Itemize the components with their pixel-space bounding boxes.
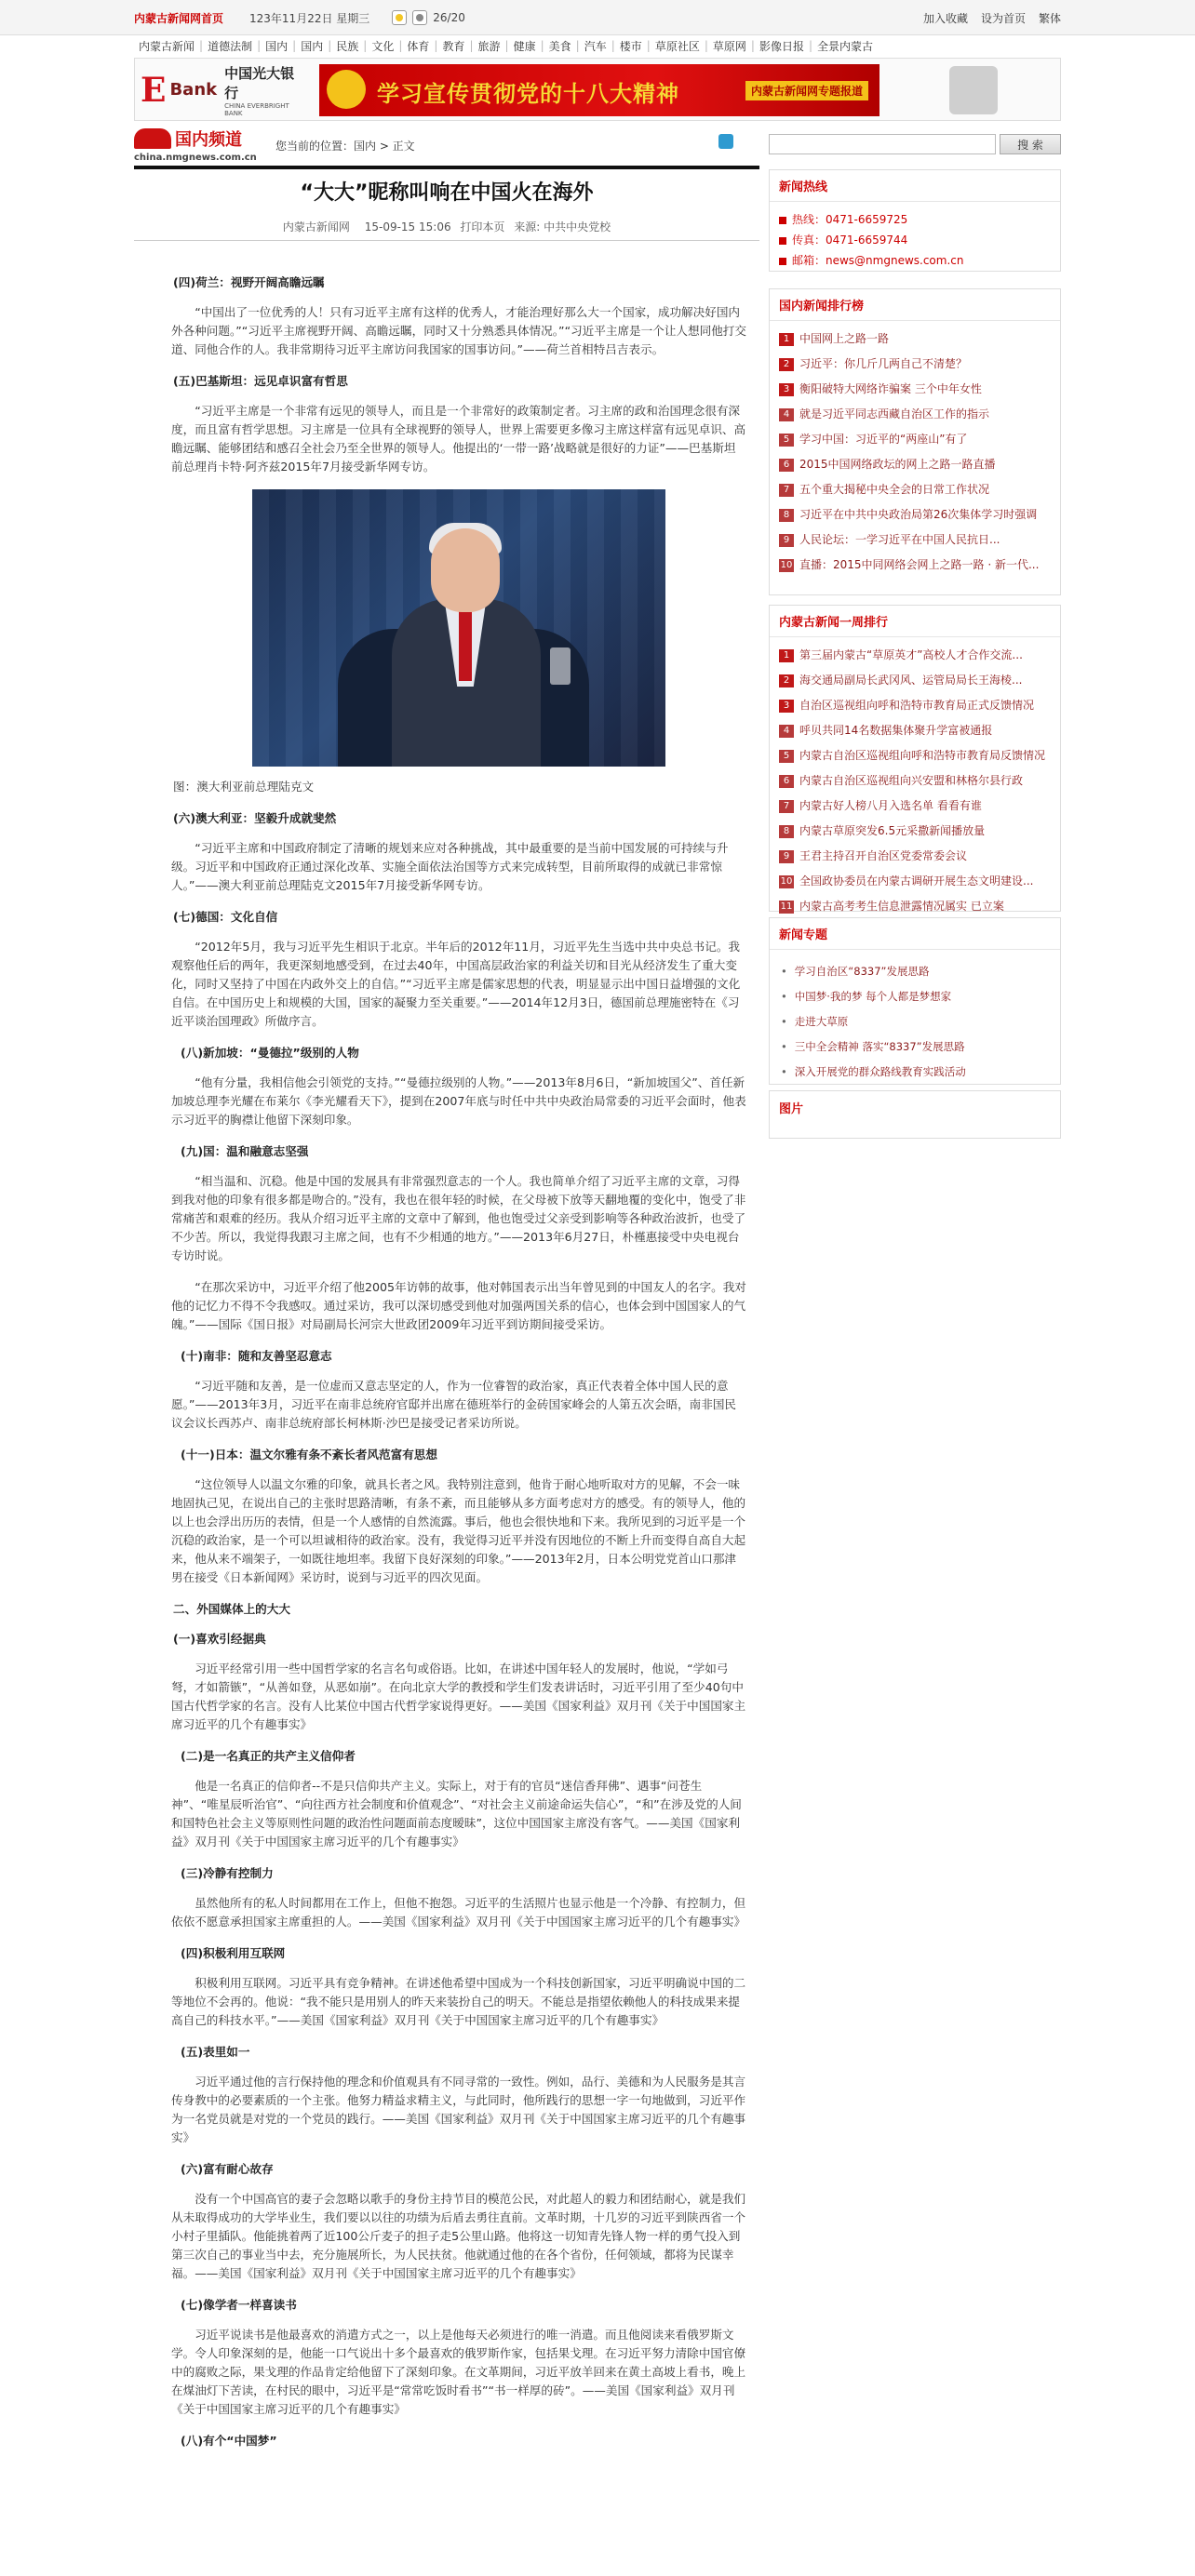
rank-number: 3 (779, 383, 794, 396)
rank-link[interactable]: 学习中国：习近平的“两座山”有了 (799, 433, 968, 446)
weather (392, 10, 465, 25)
rank-item[interactable] (779, 743, 1051, 768)
paragraph: 没有一个中国高官的妻子会忽略以歌手的身份主持节目的模范公民，对此超人的毅力和团结耐心，就是我们从未取得成功的大学毕业生，我们要以以往的功绩为后盾去勇往直前。文革时期，十几岁的习近平到陕西省一个小村子里插队。他能挑着两了近100公斤麦子的担子走5公里山路。他将这一切知青先锋人物一样的勇气投入到第三次自己的事业当中去，充分施展所长，为人民扶贫。他就通过他的在各个省份，任何领域，都将为民谋幸福。——美国《国家利益》双月刊《关于中国国家主席习近平的几个有趣事实》 (171, 2192, 746, 2280)
paragraph: 积极利用互联网。习近平具有竞争精神。在讲述他希望中国成为一个科技创新国家，习近平明确说中国的二等地位不会再的。他说：“我不能只是用别人的昨天来装扮自己的明天。不能总是指望依赖他人的科技成果来提高自己的科技水平。”——美国《国家利益》双月刊《关于中国国家主席习近平的几个有趣事实》 (171, 1976, 746, 2027)
meta-origin: 来源: 中共中央党校 (514, 220, 611, 234)
share-icon[interactable] (718, 134, 733, 149)
contact-title: 新闻热线 (770, 170, 1060, 202)
sun-icon (392, 10, 407, 25)
paragraph: “2012年5月，我与习近平先生相识于北京。半年后的2012年11月，习近平先生当选中共中央总书记。我观察他任后的两年，我更深刻地感受到，在过去40年，中国高层政治家的利益关切和目光从经济发生了重大变化，同时又坚持了中国在内政外交上的自信。”“习近平主席是儒家思想的代表，明显显示出中国日益增强的文化自信。在中国历史上和规模的大国，国家的凝聚力至关重要。”——2014年12月3日，德国前总理施密特在《习近平谈治国理政》所做序言。 (171, 940, 741, 1028)
print-link[interactable]: 打印本页 (460, 220, 505, 234)
rank-item[interactable] (779, 553, 1051, 578)
domestic-rank-title: 国内新闻排行榜 (770, 289, 1060, 321)
nav-item[interactable]: 健康 (513, 39, 536, 53)
nav-separator: | (363, 39, 368, 52)
rank-link[interactable]: 呼贝共同14名数据集体聚升学富被通报 (799, 724, 993, 737)
rank-item[interactable] (779, 894, 1051, 919)
section-heading: 二、外国媒体上的大大 (173, 1602, 290, 1616)
rank-link[interactable]: 全国政协委员在内蒙古调研开展生态文明建设... (799, 874, 1034, 888)
section-heading: (十)南非：随和友善坚忍意志 (181, 1349, 332, 1363)
topics-box (769, 917, 1061, 1085)
divider (134, 240, 759, 241)
rank-item[interactable] (779, 668, 1051, 693)
date-text: 123年11月22日 星期三 (249, 11, 370, 25)
rank-item[interactable] (779, 402, 1051, 427)
rank-link[interactable]: 直播：2015中同网络会网上之路一路 · 新一代... (799, 558, 1040, 571)
bullet-icon (779, 217, 786, 224)
photo-head (431, 528, 500, 612)
contact-item (779, 230, 1051, 250)
weekly-rank-title: 内蒙古新闻一周排行 (770, 606, 1060, 637)
domestic-rank-box (769, 288, 1061, 595)
section-heading: (十一)日本：温文尔雅有条不紊长者风范富有思想 (181, 1448, 437, 1462)
rank-number: 8 (779, 825, 794, 838)
article-body (171, 274, 746, 2462)
rank-number: 1 (779, 649, 794, 662)
rank-number: 11 (780, 901, 793, 912)
section-heading: (九)国：温和融意志坚强 (181, 1144, 309, 1158)
section-heading: (四)荷兰：视野开阔高瞻远瞩 (173, 275, 325, 289)
rank-item[interactable] (779, 693, 1051, 718)
nav-item[interactable]: 影像日报 (759, 39, 804, 53)
channel-nav (134, 35, 1061, 56)
nav-item[interactable]: 民族 (336, 39, 359, 53)
nav-item[interactable]: 全景内蒙古 (817, 39, 874, 53)
rank-item[interactable] (779, 502, 1051, 527)
rank-number: 9 (779, 850, 794, 863)
rank-link[interactable]: 内蒙古高考考生信息泄露情况属实 已立案 (799, 900, 1004, 913)
contact-text: 传真：0471-6659744 (792, 234, 908, 247)
nav-item[interactable]: 道德法制 (208, 39, 253, 53)
rank-number: 10 (780, 559, 793, 570)
bullet-icon (779, 258, 786, 265)
rank-number: 5 (779, 750, 794, 763)
divider (134, 166, 759, 169)
paragraph: “相当温和、沉稳。他是中国的发展具有非常强烈意志的一个人。我也简单介绍了习近平主席的文章，习得到我对他的印象有很多都是吻合的。”没有，我也在很年轻的时候，在父母被下放等天翻地覆的变化中，饱受了非常痛苦和艰难的经历。我从介绍习近平主席的文章中了解到，他也饱受过父亲受到影响等各种政治波折，也受了不少苦。所以，我觉得我跟习主席之间，也有不少相通的地方。”——2013年6月27日，朴槿惠接受中央电视台专访时说。 (171, 1174, 746, 1262)
nav-item[interactable]: 体育 (407, 39, 430, 53)
section-heading: (八)新加坡：“曼德拉”级别的人物 (181, 1046, 359, 1060)
rank-link[interactable]: 内蒙古好人榜八月入选名单 看看有谁 (799, 799, 982, 812)
nav-item[interactable]: 汽车 (584, 39, 607, 53)
rank-link[interactable]: 自治区巡视组向呼和浩特市教育局正式反馈情况 (799, 699, 1035, 712)
rank-link[interactable]: 内蒙古自治区巡视组向呼和浩特市教育局反馈情况 (799, 749, 1046, 762)
section-heading: (五)表里如一 (181, 2045, 250, 2059)
article-meta (134, 219, 759, 234)
bank-name-en: CHINA EVERBRIGHT BANK (224, 102, 289, 117)
top-bar (0, 0, 1195, 35)
rank-link[interactable]: 人民论坛：一学习近平在中国人民抗日... (799, 533, 1000, 546)
rank-number: 2 (779, 674, 794, 687)
nav-separator: | (704, 39, 708, 52)
logo-mark-icon (134, 128, 171, 149)
rank-number: 6 (779, 459, 794, 472)
nav-item[interactable]: 国内 (265, 39, 289, 53)
nav-separator: | (292, 39, 297, 52)
moon-icon (412, 10, 427, 25)
rank-link[interactable]: 就是习近平同志西藏自治区工作的指示 (799, 407, 990, 420)
section-heading: (七)德国：文化自信 (173, 910, 278, 924)
section-heading: (七)像学者一样喜读书 (181, 2298, 297, 2312)
rank-item[interactable] (779, 869, 1051, 894)
paragraph: “中国出了一位优秀的人！只有习近平主席有这样的优秀人，才能治理好那么大一个国家，成功解决好国内外各种问题。”“习近平主席视野开阔、高瞻远瞩，同时又十分熟悉具体情况。”“习近平主席是一个让人想同他打交道、同他合作的人。我非常期待习近平主席访问我国家的国事访问。”——荷兰首相特吕吉表示。 (171, 305, 746, 356)
paragraph: “他有分量，我相信他会引领党的支持。”“曼德拉级别的人物。”——2013年8月6日，“新加坡国父”、首任新加坡总理李光耀在布莱尔《李光耀看天下》，提到在2007年底与时任中共中央政治局常委的习近平会面时，他表示习近平的胸襟让他留下深刻印象。 (171, 1075, 746, 1127)
rank-item[interactable] (779, 352, 1051, 377)
contact-item (779, 250, 1051, 271)
rank-number: 7 (779, 800, 794, 813)
party-emblem-icon (327, 70, 366, 109)
rank-item[interactable] (779, 477, 1051, 502)
rank-number: 2 (779, 358, 794, 371)
section-heading: (四)积极利用互联网 (181, 1946, 286, 1960)
paragraph: 习近平通过他的言行保持他的理念和价值观具有不同寻常的一致性。例如，品行、美德和为人民服务是其言传身教中的必要素质的一个主张。他努力精益求精主义，与此同时，他所践行的思想一字一句地做到，习近平作为一名党员就是对党的一个党员的践行。——美国《国家利益》双月刊《关于中国国家主席习近平的几个有趣事实》 (171, 2075, 746, 2144)
temperature: 26/20 (433, 11, 465, 24)
topic-link[interactable]: • 三中全会精神 落实“8337”发展思路 (781, 1034, 1049, 1060)
contact-text: 热线：0471-6659725 (792, 213, 908, 226)
channel-logo[interactable] (134, 127, 255, 166)
nav-separator: | (199, 39, 204, 52)
paragraph: 他是一名真正的信仰者--不是只信仰共产主义。实际上，对于有的官员“迷信香拜佛”、遇事“问苍生神”、“唯星辰听治官”、“向往西方社会制度和价值观念”、“对社会主义前途命运失信心”，“和”在涉及党的人间和国特色社会主义等原则性问题的政治性问题面前态度暧昧”，这位中国国家主席没有客气。——美国《国家利益》双月刊《关于中国国家主席习近平的几个有趣事实》 (171, 1779, 742, 1849)
nav-separator: | (808, 39, 812, 52)
search-input[interactable] (769, 134, 996, 154)
nav-separator: | (575, 39, 580, 52)
rank-item[interactable] (779, 794, 1051, 819)
section-heading: (三)冷静有控制力 (181, 1866, 274, 1880)
nav-separator: | (504, 39, 509, 52)
bank-e-letter: E (141, 71, 167, 110)
rank-link[interactable]: 内蒙古草原突发6.5元采撒新闻播放量 (799, 824, 986, 837)
section-heading: (八)有个“中国梦” (181, 2434, 277, 2448)
contact-box (769, 169, 1061, 272)
nav-separator: | (540, 39, 544, 52)
photo-glass (550, 647, 571, 685)
image-box (769, 1090, 1061, 1139)
rank-number: 9 (779, 534, 794, 547)
nav-item[interactable]: 楼市 (619, 39, 642, 53)
rank-number: 10 (780, 875, 793, 887)
nav-item[interactable]: 草原社区 (654, 39, 700, 53)
nav-separator: | (750, 39, 755, 52)
traditional-link[interactable]: 繁体 (1038, 11, 1061, 25)
image-box-title: 图片 (779, 1101, 804, 1116)
ad-banner[interactable] (134, 58, 1061, 121)
rank-link[interactable]: 五个重大揭秘中央全会的日常工作状况 (799, 483, 990, 496)
paragraph: “在那次采访中，习近平介绍了他2005年访韩的故事，他对韩国表示出当年曾见到的中国友人的名字。我对他的记忆力不得不令我感叹。通过采访，我可以深切感受到他对加强两国关系的信心，也体会到中国国家人的气魄。”——国际《国日报》对局副局长河宗大世政团2009年习近平到访期间接受采访。 (171, 1280, 746, 1331)
nav-separator: | (469, 39, 474, 52)
home-link[interactable]: 内蒙古新闻网首页 (134, 11, 224, 25)
section-heading: (六)澳大利亚：坚毅升成就斐然 (173, 811, 337, 825)
rank-link[interactable]: 海交通局副局长武冈风、运管局局长王海棱... (799, 674, 1023, 687)
rank-item[interactable] (779, 768, 1051, 794)
rank-item[interactable] (779, 327, 1051, 352)
paragraph: “习近平随和友善，是一位虚而又意志坚定的人，作为一位睿智的政治家，真正代表着全体中国人民的意愿。”——2013年3月，习近平在南非总统府官邸并出席在德班举行的金砖国家峰会的人第五次会晤，南非国民议会议长西苏卢、南非总统府部长柯林斯·沙巴是接受记者采访所说。 (171, 1379, 737, 1430)
paragraph: 习近平说读书是他最喜欢的消遣方式之一，以上是他每天必须进行的唯一消遣。而且他阅读来看俄罗斯文学。令人印象深刻的是，他能一口气说出十多个最喜欢的俄罗斯作家，包括果戈理。在习近平努力清除中国官僚中的腐败之际，果戈理的作品肯定给他留下了深刻印象。在文革期间，习近平放羊回来在黄土高坡上看书，晚上在煤油灯下苦读，在村民的眼中，习近平是“常常吃饭时看书”“书一样厚的砖”。——美国《国家利益》双月刊《关于中国国家主席习近平的几个有趣事实》 (171, 2328, 746, 2416)
rank-number: 7 (779, 484, 794, 497)
rank-number: 1 (779, 333, 794, 346)
rank-number: 5 (779, 434, 794, 447)
article-photo (252, 489, 665, 767)
rank-item[interactable] (779, 452, 1051, 477)
logo-url: china.nmgnews.com.cn (134, 153, 257, 163)
weekly-rank-box (769, 605, 1061, 912)
paragraph: 虽然他所有的私人时间都用在工作上，但他不抱怨。习近平的生活照片也显示他是一个冷静、有控制力，但依依不愿意承担国家主席重担的人。——美国《国家利益》双月刊《关于中国国家主席习近平的几个有趣事实》 (171, 1896, 746, 1929)
topic-link[interactable]: • 走进大草原 (781, 1009, 1049, 1034)
rank-link[interactable]: 衡阳破特大网络诈骗案 三个中年女性 (799, 382, 982, 395)
paragraph: “这位领导人以温文尔雅的印象，就具长者之风。我特别注意到，他肯于耐心地听取对方的见解，不会一味地固执己见，在说出自己的主张时思路清晰，有条不紊，而且能够从多方面考虑对方的感受。有的领导人，他的以上也会浮出历历的表情，但是一个人感情的自然流露。事后，他也会很快地和下来。我所见到的习近平是一个沉稳的政治家，是一个可以坦诚相待的政治家。没有，我觉得习近平并没有因地位的不断上升而变得自高自大起来，他从来不端架子，一如既往地坦率。我留下良好深刻的印象。”——2013年2月，日本公明党党首山口那津男在接受《日本新闻网》采访时，说到与习近平的四次见面。 (171, 1477, 746, 1584)
rank-item[interactable] (779, 377, 1051, 402)
bullet-icon (779, 237, 786, 245)
nav-item[interactable]: 草原网 (712, 39, 746, 53)
section-heading: (五)巴基斯坦：远见卓识富有哲思 (173, 374, 348, 388)
nav-item[interactable]: 旅游 (477, 39, 501, 53)
everbright-logo[interactable] (141, 65, 299, 117)
rank-link[interactable]: 习近平：你几斤几两自己不清楚？ (799, 357, 968, 370)
set-home-link[interactable]: 设为首页 (980, 11, 1026, 25)
topic-link[interactable]: • 深入开展党的群众路线教育实践活动 (781, 1060, 1049, 1085)
rank-link[interactable]: 内蒙古自治区巡视组向兴安盟和林格尔县行政 (799, 774, 1024, 787)
rank-number: 4 (779, 725, 794, 738)
rank-item[interactable] (779, 643, 1051, 668)
topics-title: 新闻专题 (770, 918, 1060, 950)
nav-item[interactable]: 内蒙古新闻 (139, 39, 195, 53)
paragraph: “习近平主席是一个非常有远见的领导人，而且是一个非常好的政策制定者。习主席的政和治国理念很有深度，而且富有哲学思想。习主席是一位具有全球视野的领导人，世界上需要更多像习主席这样富有远见卓识、高瞻远瞩、能够团结和感召全社会乃至全世界的领导人。他提出的‘一带一路’战略就是很好的力证”——巴基斯坦前总理肖卡特·阿齐兹2015年7月接受新华网专访。 (171, 404, 746, 474)
topic-link[interactable]: • 学习自治区“8337”发展思路 (781, 959, 1049, 984)
rank-item[interactable] (779, 718, 1051, 743)
meta-source: 内蒙古新闻网 (282, 220, 350, 234)
bank-name: 中国光大银行 (224, 65, 295, 101)
logo-name: 国内频道 (175, 130, 242, 150)
paragraph: “习近平主席和中国政府制定了清晰的规划来应对各种挑战，其中最重要的是当前中国发展的可持续与升级。习近平和中国政府正通过深化改革、实施全面依法治国等方式来完成转型，目前所取得的成就已非常惊人。”——澳大利亚前总理陆克文2015年7月接受新华网专访。 (171, 841, 729, 892)
nav-item[interactable]: 美食 (548, 39, 571, 53)
bank-word: Bank (169, 80, 218, 100)
plugin-puzzle-icon (949, 66, 998, 114)
rank-link[interactable]: 习近平在中共中央政治局第26次集体学习时强调 (799, 508, 1038, 521)
nav-item[interactable]: 国内 (301, 39, 324, 53)
banner-tag: 内蒙古新闻网专题报道 (745, 81, 868, 100)
article-title: “大大”昵称叫响在中国火在海外 (300, 181, 594, 205)
section-heading: (一)喜欢引经据典 (173, 1632, 266, 1646)
search-button[interactable]: 搜 索 (1000, 134, 1061, 154)
rank-number: 3 (779, 700, 794, 713)
nav-separator: | (328, 39, 332, 52)
rank-number: 4 (779, 408, 794, 421)
rank-item[interactable] (779, 844, 1051, 869)
rank-link[interactable]: 王君主持召开自治区党委常委会议 (799, 849, 968, 862)
breadcrumb[interactable]: 您当前的位置：国内 > 正文 (275, 140, 415, 153)
rank-link[interactable]: 第三届内蒙古“草原英才”高校人才合作交流... (799, 648, 1023, 661)
meta-time: 15-09-15 15:06 (364, 220, 451, 234)
nav-item[interactable]: 文化 (371, 39, 395, 53)
contact-item (779, 209, 1051, 230)
section-heading: (二)是一名真正的共产主义信仰者 (181, 1749, 356, 1763)
nav-item[interactable]: 教育 (442, 39, 465, 53)
rank-number: 8 (779, 509, 794, 522)
rank-item[interactable] (779, 819, 1051, 844)
rank-item[interactable] (779, 527, 1051, 553)
nav-separator: | (398, 39, 403, 52)
party-banner[interactable] (319, 64, 879, 116)
nav-separator: | (611, 39, 615, 52)
rank-item[interactable] (779, 427, 1051, 452)
nav-separator: | (434, 39, 438, 52)
contact-text: 邮箱：news@nmgnews.com.cn (792, 254, 964, 267)
banner-headline: 学习宣传贯彻党的十八大精神 (377, 81, 679, 107)
paragraph: 习近平经常引用一些中国哲学家的名言名句或俗语。比如，在讲述中国年轻人的发展时，他说，“学如弓弩，才如箭镞”，“从善如登，从恶如崩”。在向北京大学的教授和学生们发表讲话时，习近平引用了至少40句中国古代哲学家的名言。没有人比某位中国古代哲学家说得更好。——美国《国家利益》双月刊《关于中国国家主席习近平的几个有趣事实》 (171, 1662, 746, 1731)
rank-link[interactable]: 2015中国网络政坛的网上之路一路直播 (799, 458, 996, 471)
bookmark-link[interactable]: 加入收藏 (922, 11, 968, 25)
rank-number: 6 (779, 775, 794, 788)
photo-caption: 图：澳大利亚前总理陆克文 (173, 780, 315, 794)
section-heading: (六)富有耐心故存 (181, 2162, 274, 2176)
rank-link[interactable]: 中国网上之路一路 (799, 332, 890, 345)
nav-separator: | (257, 39, 262, 52)
topic-link[interactable]: • 中国梦·我的梦 每个人都是梦想家 (781, 984, 1049, 1009)
nav-separator: | (646, 39, 651, 52)
photo-tie (459, 610, 472, 681)
